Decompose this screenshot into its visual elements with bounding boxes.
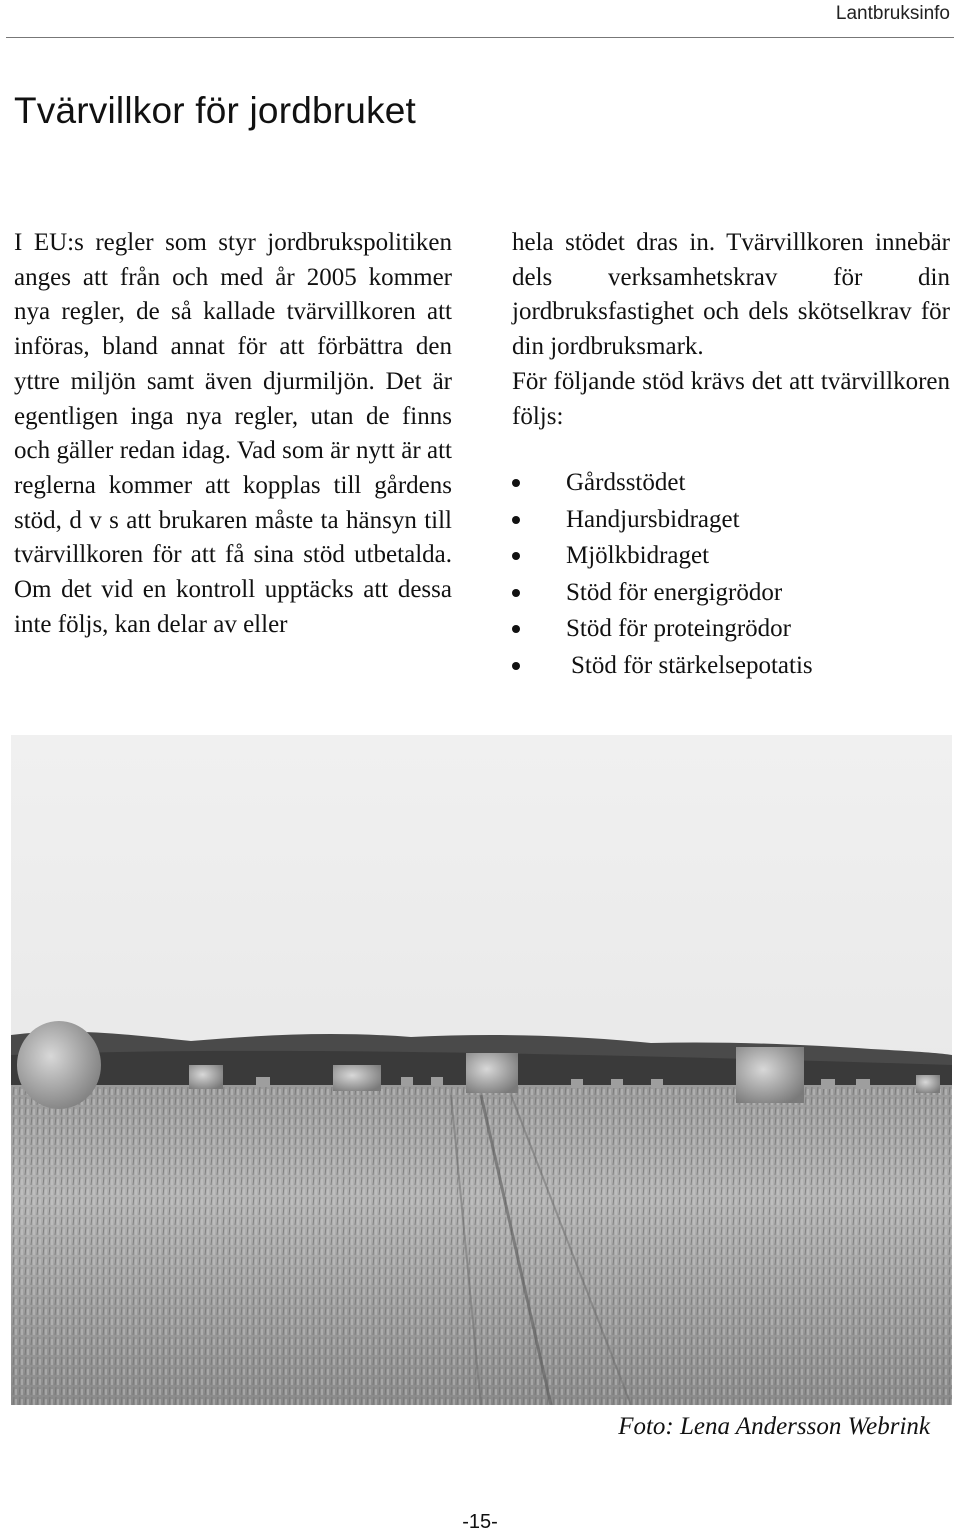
field-photo-illustration xyxy=(11,735,952,1405)
left-column-paragraph: I EU:s regler som styr jordbrukspolitiken anges att från och med år 2005 kommer nya regler, de så kallade tvärvillkoren att införas, bland annat för att förbättra den yttre miljön samt även djurmiljön. Det är egentligen inga nya regler, utan de finns och gäller redan idag. Vad som är nytt är att reglerna kommer att kopplas till gårdens stöd, d v s att brukaren måste ta hänsyn till tvärvillkoren för att få sina stöd utbetalda. Om det vid en kontroll upptäcks att dessa inte följs, kan delar av eller xyxy=(14,229,452,638)
article-title: Tvärvillkor för jordbruket xyxy=(14,90,417,131)
list-item-label: Stöd för energigrödor xyxy=(566,578,783,606)
right-column-paragraph: hela stödet dras in. Tvärvillkoren innebär dels verksamhetskrav för din jordbruksfastighet och dels skötselkrav för din jordbruksmark. xyxy=(512,229,950,361)
list-item xyxy=(512,612,950,649)
list-item-label: Stöd för proteingrödor xyxy=(566,615,791,643)
bullet-icon xyxy=(512,589,520,597)
header-rule xyxy=(6,37,954,38)
list-intro: För följande stöd krävs det att tvärvillkoren följs: xyxy=(512,367,950,430)
list-item-label: Gårdsstödet xyxy=(566,469,686,497)
right-column xyxy=(512,226,950,685)
list-item xyxy=(512,649,950,686)
field-photo xyxy=(11,735,952,1405)
bullet-icon xyxy=(512,662,520,670)
list-item xyxy=(512,503,950,540)
support-list xyxy=(512,466,950,685)
list-item-label: Stöd för stärkelsepotatis xyxy=(571,651,813,679)
list-item xyxy=(512,576,950,613)
list-item xyxy=(512,466,950,503)
bullet-icon xyxy=(512,625,520,633)
list-item xyxy=(512,539,950,576)
list-item-label: Handjursbidraget xyxy=(566,505,740,533)
photo-caption: Foto: Lena Andersson Webrink xyxy=(618,1413,930,1440)
page-number: -15- xyxy=(462,1511,498,1533)
left-column xyxy=(14,226,452,642)
bullet-icon xyxy=(512,479,520,487)
bullet-icon xyxy=(512,516,520,524)
bullet-icon xyxy=(512,552,520,560)
list-item-label: Mjölkbidraget xyxy=(566,542,710,570)
header-section-label: Lantbruksinfo xyxy=(835,3,950,24)
